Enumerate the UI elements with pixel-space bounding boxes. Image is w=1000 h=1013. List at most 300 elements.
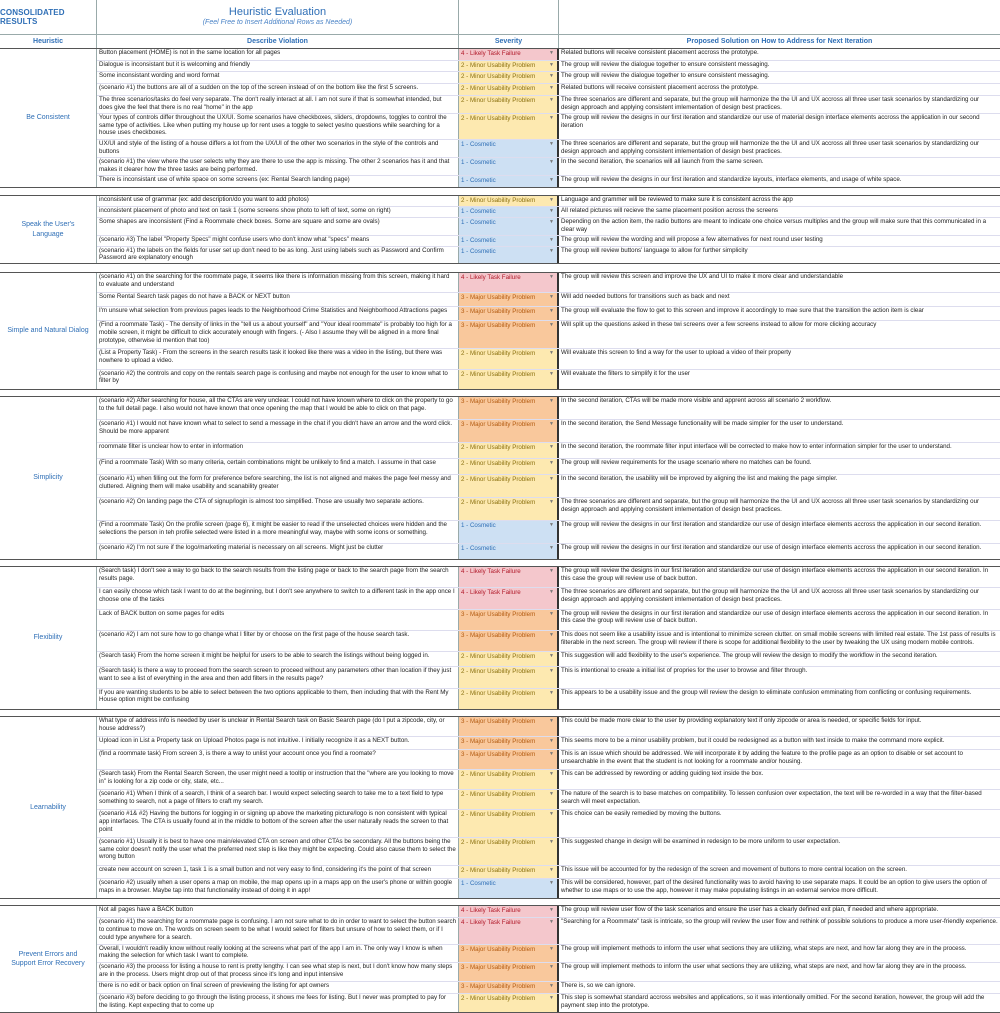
- dropdown-arrow-icon[interactable]: ▼: [549, 945, 554, 952]
- dropdown-arrow-icon[interactable]: ▼: [549, 85, 554, 92]
- severity-value: 1 - Cosmetic: [461, 236, 496, 244]
- severity-dropdown[interactable]: [459, 218, 559, 235]
- solution-cell[interactable]: The three scenarios are different and separate, but the group will harmonize the the UI and UX accross all three user task scenarios by standardizing our design approach and applying consistent imlementation of design best practices.: [561, 588, 980, 604]
- violation-cell[interactable]: (scenario #2) After searching for house, all the CTAs are very unclear. I could not have known where to click on the property to go to the full detail page. I also would not have known that once opening the map that I would be able to click on that page.: [97, 397, 459, 419]
- dropdown-arrow-icon[interactable]: ▼: [549, 350, 554, 357]
- dropdown-arrow-icon[interactable]: ▼: [549, 208, 554, 214]
- solution-cell[interactable]: This step is somewhat standard accross websites and applications, so it was intentionally omitted. For the second iteration, however, the group will add the payment step into the prototype.: [561, 994, 985, 1010]
- solution-cell[interactable]: In the second iteration, the usability will be improved by aligning the list and making the page simpler.: [561, 475, 838, 483]
- column-headers: [0, 35, 1000, 49]
- solution-cell[interactable]: The group will review user flow of the task scenarios and ensure the user has a clearly defined exit plan, if needed and where appropriate.: [561, 906, 939, 913]
- dropdown-arrow-icon[interactable]: ▼: [549, 964, 554, 971]
- violation-rows: [97, 397, 1000, 559]
- table-row: [97, 544, 1000, 559]
- solution-cell[interactable]: The group will review the dialogue together to ensure consistent messaging.: [561, 60, 770, 68]
- solution-cell[interactable]: All related pictures will recieve the same placement position across the screens: [561, 207, 779, 214]
- severity-dropdown[interactable]: [459, 72, 559, 83]
- solution-cell[interactable]: Depending on the action item, the radio buttons are meant to indicate one choice versus multiples and the group will make sure that this communicated in a clear way: [561, 218, 987, 233]
- violation-cell[interactable]: What type of address info is needed by user is unclear in Rental Search task on Basic Search page (do I put a zipcode, city, or house address?): [97, 717, 459, 736]
- dropdown-arrow-icon[interactable]: ▼: [549, 544, 554, 551]
- dropdown-arrow-icon[interactable]: ▼: [549, 907, 554, 913]
- col-severity: Severity: [459, 35, 559, 48]
- table-row: [97, 247, 1000, 264]
- severity-value: 2 - Minor Usability Problem: [461, 350, 536, 358]
- heuristic-label: Speak the User's Language: [0, 196, 97, 263]
- dropdown-arrow-icon[interactable]: ▼: [549, 476, 554, 483]
- violation-cell[interactable]: (scenario #1) the buttons are all of a sudden on the top of the screen instead of on the bottom like the first 5 screens.: [97, 84, 459, 95]
- solution-cell[interactable]: This does not seem like a usability issue and is intentional to minimize screen clutter. on small mobile screens with limited real estate. The 1st pass of results is filterable in the next screen. The group will review if there is scope for additional flexibility to the user by tweaking the UX using modern mobile controls.: [561, 631, 996, 646]
- dropdown-arrow-icon[interactable]: ▼: [549, 294, 554, 301]
- dropdown-arrow-icon[interactable]: ▼: [549, 274, 554, 280]
- severity-dropdown[interactable]: [459, 420, 559, 442]
- dropdown-arrow-icon[interactable]: ▼: [549, 114, 554, 121]
- violation-cell[interactable]: (scenario #3) the process for listing a house to rent is pretty lengthy. I can see what step is next, but I don't know how many steps are in the process. Users might drop out of that process since it's long and input intensive: [97, 963, 459, 981]
- violation-cell[interactable]: (scenario #1) Usually it is best to have one main/elevated CTA on screen and other CTAs be secondary. All the buttons being the same color doesn't notify the user what the preferred next step is like they might be expecting. Could also cause them to select the wrong button: [97, 838, 459, 865]
- violation-cell[interactable]: (Find a roommate Task) - The density of links in the "tell us a about yourself" and "Your ideal roommate" is probably too high for a mobile screen, it might be difficult to click accurately enough with fingers. (- Also I assume they will be aligned in a more final prototype, otherwise id mention that too): [97, 321, 459, 348]
- severity-value: 3 - Major Usability Problem: [461, 398, 536, 405]
- violation-cell[interactable]: Not all pages have a BACK button: [97, 906, 459, 917]
- dropdown-arrow-icon[interactable]: ▼: [549, 50, 554, 56]
- solution-cell[interactable]: The group will review the designs in our first iteration and standardize our use of design interface elements accross the application in our second iteration.: [561, 543, 982, 551]
- severity-value: 2 - Minor Usability Problem: [461, 197, 536, 204]
- severity-dropdown[interactable]: [459, 84, 559, 95]
- violation-cell[interactable]: (scenario #2) On landing page the CTA of signup/login is almost too simplified. Those are usually two separate actions.: [97, 498, 459, 520]
- dropdown-arrow-icon[interactable]: ▼: [549, 521, 554, 528]
- violation-cell[interactable]: (scenario #1) When I think of a search, I think of a search bar. I would expect selecting search to take me to a text field to type something to search, not a page of filters to craft my search.: [97, 790, 459, 809]
- dropdown-arrow-icon[interactable]: ▼: [549, 61, 554, 68]
- violation-cell[interactable]: (List a Property Task) - From the screens in the search results task it looked like there was a video in the listing, but there was nowhere to upload a video.: [97, 349, 459, 368]
- table-row: [97, 140, 1000, 158]
- solution-cell[interactable]: In the second iteration, the roommate filter input interface will be corrected to make how to enter information simpler for the user to understand.: [561, 442, 952, 450]
- violation-cell[interactable]: (scenario #3) The label "Property Specs" might confuse users who don't know what "specs" means: [97, 236, 459, 246]
- severity-value: 3 - Major Usability Problem: [461, 322, 536, 330]
- solution-cell[interactable]: This suggestion will add flexibility to the user's experience. The group will review the design to modify the workflow in the second iteration.: [561, 652, 938, 660]
- solution-cell[interactable]: "Searching for a Roommate" task is intricate, so the group will review the user flow and rethink of possible solutions to produce a more user-friendly experience.: [561, 918, 998, 926]
- solution-cell[interactable]: Will evaluate this screen to find a way for the user to upload a video of their property: [561, 349, 792, 357]
- solution-cell[interactable]: The group will review the designs in our first iteration and standardize our use of design interface elements accross the application in our second iteration. In this case the group will review use of back button.: [561, 609, 989, 625]
- violation-cell[interactable]: (scenario #1) on the searching for the roommate page, it seems like there is information missing from this screen, making it hard to evaluate and understand: [97, 273, 459, 292]
- violation-cell[interactable]: The three scenarios/tasks do feel very separate. The don't really interact at all. I am not sure if that is somewhat intended, but does give the feel that there is no real "home" in the app: [97, 96, 459, 113]
- violation-cell[interactable]: (Search task) From the home screen it might be helpful for users to be able to search the listings without being logged in.: [97, 652, 459, 666]
- violation-cell[interactable]: (scenario #1) the labels on the fields for user set up don't need to be as long. Just using labels such as Password and Confirm Password are explanatory enough: [97, 247, 459, 264]
- solution-cell[interactable]: Related buttons will receive consistent placement accross the prototype.: [561, 49, 759, 56]
- severity-dropdown[interactable]: [459, 443, 559, 458]
- table-row: [97, 906, 1000, 918]
- violation-cell[interactable]: (Search task) From the Rental Search Screen, the user might need a tooltip or instruction that the "where are you looking to move in" is looking for a zip code or city, state, etc...: [97, 770, 459, 789]
- severity-dropdown[interactable]: [459, 770, 559, 789]
- severity-dropdown[interactable]: [459, 459, 559, 474]
- table-row: [97, 838, 1000, 866]
- dropdown-arrow-icon[interactable]: ▼: [549, 610, 554, 617]
- violation-cell[interactable]: (scenario #1) when filling out the form for preference before searching, the list is not aligned and makes the page feel messy and cluttered. Aligning them will make usability and scanability greater: [97, 475, 459, 497]
- dropdown-arrow-icon[interactable]: ▼: [549, 737, 554, 744]
- severity-value: 3 - Major Usability Problem: [461, 308, 536, 316]
- violation-cell[interactable]: (scenario #2) I am not sure how to go change what I filter by or choose on the first page of the house search task.: [97, 631, 459, 651]
- severity-dropdown[interactable]: [459, 397, 559, 419]
- dropdown-arrow-icon[interactable]: ▼: [549, 197, 554, 203]
- severity-dropdown[interactable]: [459, 610, 559, 630]
- table-row: [97, 84, 1000, 96]
- violation-cell[interactable]: If you are wanting students to be able to select between the two options applicable to them, then including that with the Rent My House option might be confusing: [97, 689, 459, 709]
- dropdown-arrow-icon[interactable]: ▼: [549, 983, 554, 990]
- dropdown-arrow-icon[interactable]: ▼: [549, 322, 554, 329]
- violation-cell[interactable]: Upload icon in List a Property task on Upload Photos page is not intuitive. I initially recognize it as a NEXT button.: [97, 737, 459, 749]
- table-row: [97, 49, 1000, 61]
- solution-cell[interactable]: This could be made more clear to the user by providing explanatory text if only zipcode or area is needed, or specific fields for input.: [561, 717, 922, 724]
- dropdown-arrow-icon[interactable]: ▼: [549, 459, 554, 466]
- solution-cell[interactable]: This choice can be easily remedied by moving the buttons.: [561, 810, 722, 818]
- severity-dropdown[interactable]: [459, 49, 559, 60]
- solution-cell[interactable]: The group will implement methods to inform the user what sections they are utilizing, what steps are next, and how far along they are in the process.: [561, 963, 967, 971]
- violation-cell[interactable]: Some shapes are inconsistent (Find a Roommate check boxes. Some are square and some are ovals): [97, 218, 459, 235]
- severity-dropdown[interactable]: [459, 236, 559, 246]
- severity-value: 1 - Cosmetic: [461, 521, 496, 529]
- severity-dropdown[interactable]: [459, 994, 559, 1012]
- table-row: [97, 176, 1000, 187]
- severity-value: 3 - Major Usability Problem: [461, 751, 536, 759]
- solution-cell[interactable]: Related buttons will receive consistent placement accross the prototype.: [561, 84, 759, 92]
- violation-cell[interactable]: (Find a roommate Task) With so many criteria, certain combinations might be unlikely to find a match. I assume in that case: [97, 459, 459, 474]
- severity-dropdown[interactable]: [459, 176, 559, 187]
- heuristic-label: Be Consistent: [0, 49, 97, 187]
- dropdown-arrow-icon[interactable]: ▼: [549, 811, 554, 818]
- severity-dropdown[interactable]: [459, 866, 559, 878]
- severity-value: 1 - Cosmetic: [461, 247, 496, 255]
- severity-dropdown[interactable]: [459, 321, 559, 348]
- col-heuristic: Heuristic: [0, 35, 97, 48]
- severity-dropdown[interactable]: [459, 838, 559, 865]
- table-row: [97, 918, 1000, 944]
- severity-value: 3 - Major Usability Problem: [461, 737, 536, 745]
- table-row: [97, 810, 1000, 838]
- severity-value: 3 - Major Usability Problem: [461, 610, 536, 618]
- dropdown-arrow-icon[interactable]: ▼: [549, 443, 554, 450]
- severity-dropdown[interactable]: [459, 717, 559, 736]
- violation-cell[interactable]: (Search task) Is there a way to proceed from the search screen to proceed without any parameters other than location if they just want to see a list of everything in the area and then add filters in the results page?: [97, 667, 459, 687]
- dropdown-arrow-icon[interactable]: ▼: [549, 308, 554, 315]
- severity-dropdown[interactable]: [459, 737, 559, 749]
- dropdown-arrow-icon[interactable]: ▼: [549, 370, 554, 377]
- violation-cell[interactable]: (scenario #2) the controls and copy on the rentals search page is confusing and maybe not enough for the user to know what to filter by: [97, 370, 459, 389]
- severity-dropdown[interactable]: [459, 689, 559, 709]
- violation-cell[interactable]: (scenario #1) I would not have known what to select to send a message in the chat if you didn't have an arrow and the word click. Should be more apparent: [97, 420, 459, 442]
- solution-cell[interactable]: The three scenarios are different and separate, but the group will harmonize the the UI and UX accross all three user task scenarios by standardizing our design approach and applying consistent imlementation of design best practices.: [561, 139, 980, 155]
- violation-cell[interactable]: (scenario #3) before deciding to go through the listing process, it shows me fees for listing. But I never was prompted to pay for the listing. Kept expecting that to come up: [97, 994, 459, 1012]
- severity-dropdown[interactable]: [459, 879, 559, 898]
- dropdown-arrow-icon[interactable]: ▼: [549, 568, 554, 574]
- severity-dropdown[interactable]: [459, 906, 559, 917]
- severity-dropdown[interactable]: [459, 945, 559, 963]
- violation-cell[interactable]: create new account on screen 1, task 1 is a small button and not very easy to find, considering it's the point of that screen: [97, 866, 459, 878]
- dropdown-arrow-icon[interactable]: ▼: [549, 247, 554, 254]
- violation-cell[interactable]: Dialogue is inconsistant but it is welcoming and friendly: [97, 61, 459, 72]
- severity-value: 1 - Cosmetic: [461, 159, 496, 167]
- dropdown-arrow-icon[interactable]: ▼: [549, 880, 554, 886]
- solution-cell[interactable]: The group will review this screen and improve the UX and UI to make it more clear and understandable: [561, 273, 844, 280]
- page-subtitle: (Feel Free to Insert Additional Rows as Needed): [202, 19, 353, 26]
- solution-cell[interactable]: This will be considered, however, part of the desired functionality was to avoid having to use separate maps. It could be an option to give users the option of whether to use maps or to use the app, however it may make populating listings in an external service more difficult.: [561, 879, 987, 894]
- violation-cell[interactable]: roommate filter is unclear how to enter in information: [97, 443, 459, 458]
- heuristic-section: [0, 566, 1000, 710]
- dropdown-arrow-icon[interactable]: ▼: [549, 751, 554, 758]
- violation-cell[interactable]: (scenario #1& #2) Having the buttons for logging in or signing up above the marketing picture/logo is non consistent with typical app interfaces. The CTA is usually found at in the middle to bottom of the screen after the user naturally reads the screen to that point: [97, 810, 459, 837]
- severity-dropdown[interactable]: [459, 918, 559, 943]
- solution-cell[interactable]: The group will review buttons' language to allow for further simplicity: [561, 246, 748, 254]
- violation-cell[interactable]: Overall, I wouldn't readily know without really looking at the screens what part of the app I am in. The only way I know is when making the selection for which task I want to complete.: [97, 945, 459, 963]
- severity-dropdown[interactable]: [459, 96, 559, 113]
- table-row: [97, 420, 1000, 443]
- severity-value: 1 - Cosmetic: [461, 208, 496, 215]
- solution-cell[interactable]: This is intentional to create a initial list of propries for the user to browse and filter through.: [561, 667, 808, 675]
- violation-cell[interactable]: Lack of BACK button on some pages for edits: [97, 610, 459, 630]
- table-row: [97, 689, 1000, 709]
- severity-dropdown[interactable]: [459, 207, 559, 217]
- table-row: [97, 631, 1000, 652]
- heuristic-section: [0, 48, 1000, 188]
- heuristic-label: Learnability: [0, 717, 97, 898]
- severity-dropdown[interactable]: [459, 750, 559, 769]
- table-row: [97, 196, 1000, 207]
- dropdown-arrow-icon[interactable]: ▼: [549, 653, 554, 660]
- table-row: [97, 982, 1000, 994]
- severity-dropdown[interactable]: [459, 498, 559, 520]
- dropdown-arrow-icon[interactable]: ▼: [549, 420, 554, 427]
- table-row: [97, 158, 1000, 176]
- dropdown-arrow-icon[interactable]: ▼: [549, 866, 554, 873]
- severity-value: 2 - Minor Usability Problem: [461, 653, 536, 661]
- violation-cell[interactable]: (Find a roommate Task) On the profile screen (page 6), it might be easier to read if the unselected choices were hidden and the selections the person in teh profile selected were listed in a more meaningful way, maybe with some icons or something.: [97, 521, 459, 543]
- solution-cell[interactable]: The group will review requirements for the usage scenario where no matches can be found.: [561, 458, 812, 466]
- violation-cell[interactable]: I can easily choose which task I want to do at the beginning, but I don't see anywhere to switch to a different task in the app once I choose one of the tasks: [97, 588, 459, 608]
- violation-cell[interactable]: inconsistent use of grammar (ex: add description/do you want to add photos): [97, 196, 459, 206]
- table-row: [97, 879, 1000, 898]
- solution-cell[interactable]: The group will implement methods to inform the user what sections they are utilizing, what steps are next, and how far along they are in the process.: [561, 944, 967, 952]
- severity-value: 2 - Minor Usability Problem: [461, 811, 536, 819]
- dropdown-arrow-icon[interactable]: ▼: [549, 689, 554, 696]
- table-row: [97, 370, 1000, 389]
- table-row: [97, 737, 1000, 750]
- solution-cell[interactable]: The group will review the designs in our first iteration and standardize our use of design interface elements accross the application in our second iteration.: [561, 520, 982, 528]
- severity-value: 2 - Minor Usability Problem: [461, 668, 536, 676]
- table-row: [97, 667, 1000, 688]
- dropdown-arrow-icon[interactable]: ▼: [549, 73, 554, 80]
- violation-cell[interactable]: (scenario #2) I'm not sure if the logo/marketing material is necessary on all screens. Might just be clutter: [97, 544, 459, 559]
- severity-dropdown[interactable]: [459, 61, 559, 72]
- solution-cell[interactable]: This appears to be a usability issue and the group will review the design to eliminate confusion emminating from conflicting or confusing requirements.: [561, 688, 972, 696]
- violation-cell[interactable]: There is inconsistant use of white space on some screens (ex: Rental Search landing page): [97, 176, 459, 187]
- table-row: [97, 945, 1000, 964]
- dropdown-arrow-icon[interactable]: ▼: [549, 771, 554, 778]
- solution-cell[interactable]: The group will review the dialogue together to ensure consistent messaging.: [561, 72, 770, 80]
- severity-value: 2 - Minor Usability Problem: [461, 96, 536, 104]
- table-row: [97, 273, 1000, 293]
- severity-value: 1 - Cosmetic: [461, 177, 496, 185]
- severity-value: 2 - Minor Usability Problem: [461, 866, 536, 874]
- dropdown-arrow-icon[interactable]: ▼: [549, 668, 554, 675]
- solution-cell[interactable]: This can be addressed by rewording or adding guiding text inside the box.: [561, 770, 764, 778]
- heuristic-section: [0, 272, 1000, 390]
- solution-cell[interactable]: This is an issue which should be addressed. We will incorporate it by adding the feature to the profile page as an option to disable or set account to unsearchable in the event that the student is not looking for a roommate and/or housing.: [561, 750, 963, 766]
- dropdown-arrow-icon[interactable]: ▼: [549, 718, 554, 724]
- violation-cell[interactable]: Your types of controls differ throughout the UX/UI. Some scenarios have checkboxes, sliders, dropdowns, toggles to control the same type of activities. Like when putting my house up for rent uses a toggle to select yes/no questions while searching for a house uses checkboxes.: [97, 114, 459, 139]
- severity-value: 2 - Minor Usability Problem: [461, 85, 536, 93]
- table-row: [97, 498, 1000, 521]
- severity-dropdown[interactable]: [459, 349, 559, 368]
- severity-value: 2 - Minor Usability Problem: [461, 995, 536, 1003]
- table-row: [97, 207, 1000, 218]
- severity-value: 2 - Minor Usability Problem: [461, 499, 536, 507]
- solution-cell[interactable]: Will add needed buttons for transitions such as back and next: [561, 293, 730, 301]
- empty-header-cell: [459, 0, 559, 34]
- dropdown-arrow-icon[interactable]: ▼: [549, 838, 554, 845]
- severity-value: 1 - Cosmetic: [461, 544, 496, 552]
- solution-cell[interactable]: The nature of the search is to base matches on compatibility. To lessen confusion over expectation, the text will be re-worded in a way that the filter-based search will meet expectation.: [561, 790, 982, 805]
- dropdown-arrow-icon[interactable]: ▼: [549, 632, 554, 639]
- dropdown-arrow-icon[interactable]: ▼: [549, 791, 554, 798]
- solution-cell[interactable]: This issue will be accounted for by the redesign of the screen and movement of buttons to more central location on the screen.: [561, 865, 908, 873]
- severity-dropdown[interactable]: [459, 475, 559, 497]
- dropdown-arrow-icon[interactable]: ▼: [549, 398, 554, 404]
- solution-cell[interactable]: The group will review the designs in our first iteration and standardize our use of design interface elements accross the application in our second iteration. In this case the group will review use of back button.: [561, 567, 989, 582]
- severity-value: 2 - Minor Usability Problem: [461, 73, 536, 81]
- severity-dropdown[interactable]: [459, 114, 559, 139]
- severity-value: 1 - Cosmetic: [461, 219, 496, 226]
- severity-dropdown[interactable]: [459, 273, 559, 292]
- violation-cell[interactable]: Some Rental Search task pages do not have a BACK or NEXT button: [97, 293, 459, 306]
- severity-value: 3 - Major Usability Problem: [461, 294, 536, 302]
- table-row: [97, 443, 1000, 459]
- severity-dropdown[interactable]: [459, 982, 559, 993]
- solution-cell[interactable]: This suggested change in design will be examined in redesign to be more uniform to user expectation.: [561, 837, 841, 845]
- severity-value: 3 - Major Usability Problem: [461, 945, 536, 953]
- solution-cell[interactable]: There is, so we can ignore.: [561, 982, 636, 990]
- col-solution: Proposed Solution on How to Address for Next Iteration: [686, 38, 873, 45]
- severity-value: 2 - Minor Usability Problem: [461, 370, 536, 378]
- violation-cell[interactable]: (scenario #1) the searching for a roommate page is confusing. I am not sure what to do in order to want to select the button search to continue to move on. The words on screen seem to be what I would select for filters but unsure of how to select them, or if I could type anywhere for a search.: [97, 918, 459, 943]
- table-row: [97, 717, 1000, 737]
- table-row: [97, 790, 1000, 810]
- severity-value: 3 - Major Usability Problem: [461, 632, 536, 640]
- table-row: [97, 588, 1000, 609]
- dropdown-arrow-icon[interactable]: ▼: [549, 236, 554, 243]
- violation-cell[interactable]: (scenario #1) the view where the user selects why they are there to use the app is missing. The other 2 scenarios has it and that makes it clearer how the three tasks are being performed.: [97, 158, 459, 175]
- severity-dropdown[interactable]: [459, 652, 559, 666]
- violation-cell[interactable]: I'm unsure what selection from previous pages leads to the Neighborhood Crime Statistics and Neighborhood Attractions pages: [97, 307, 459, 320]
- severity-dropdown[interactable]: [459, 544, 559, 559]
- solution-cell[interactable]: The three scenarios are different and separate, but the group will harmonize the the UI and UX accross all three user task scenarios by standardizing our design approach and applying consistent imlementation of design best practices.: [561, 95, 980, 111]
- severity-dropdown[interactable]: [459, 631, 559, 651]
- solution-cell[interactable]: In the second iteration, the scenarios will all launch from the same screen.: [561, 158, 764, 166]
- severity-dropdown[interactable]: [459, 370, 559, 389]
- severity-dropdown[interactable]: [459, 588, 559, 608]
- severity-dropdown[interactable]: [459, 810, 559, 837]
- severity-value: 2 - Minor Usability Problem: [461, 61, 536, 69]
- table-row: [97, 293, 1000, 307]
- severity-value: 3 - Major Usability Problem: [461, 420, 536, 428]
- table-row: [97, 236, 1000, 247]
- severity-dropdown[interactable]: [459, 158, 559, 175]
- table-row: [97, 459, 1000, 475]
- dropdown-arrow-icon[interactable]: ▼: [549, 159, 554, 166]
- violation-cell[interactable]: (scenario #2) usually when a user opens a map on mobile, the map opens up in a maps app on the user's phone or within google maps in a browser. Maybe tap into that functionality instead of doing it in app!: [97, 879, 459, 898]
- solution-cell[interactable]: The group will review the designs in our first iteration and standardize layouts, interface elements, and usage of white space.: [561, 176, 902, 184]
- violation-cell[interactable]: UX/UI and style of the listing of a house differs a lot from the UX/UI of the other two scenarios in the style of the controls and buttons: [97, 140, 459, 157]
- dropdown-arrow-icon[interactable]: ▼: [549, 96, 554, 103]
- heuristic-label: Simplicity: [0, 397, 97, 559]
- severity-value: 3 - Major Usability Problem: [461, 983, 536, 991]
- dropdown-arrow-icon[interactable]: ▼: [549, 219, 554, 225]
- solution-cell[interactable]: In the second iteration, CTAs will be made more visible and apprent across all scenario 2 workflow.: [561, 397, 832, 404]
- solution-cell[interactable]: The group will evaluate the flow to get to this screen and improve it accordingly to mae sure that the transition the action item is clear: [561, 307, 924, 315]
- severity-dropdown[interactable]: [459, 567, 559, 587]
- dropdown-arrow-icon[interactable]: ▼: [549, 140, 554, 147]
- solution-cell[interactable]: The group will review the designs in our first iteration and standardize our use of material design interface elements accross the application in our second iteration: [561, 113, 980, 129]
- violation-rows: [97, 717, 1000, 898]
- table-row: [97, 652, 1000, 667]
- solution-cell[interactable]: This seems more to be a minor usability problem, but it could be redesigned as a button with text inside to make the command more explicit.: [561, 736, 945, 744]
- violation-cell[interactable]: Button placement (HOME) is not in the same location for all pages: [97, 49, 459, 60]
- violation-cell[interactable]: Some inconsistant wording and word format: [97, 72, 459, 83]
- severity-dropdown[interactable]: [459, 293, 559, 306]
- table-row: [97, 96, 1000, 114]
- solution-cell[interactable]: Language and grammer will be reviewed to make sure it is consistent across the app: [561, 196, 793, 203]
- solution-cell[interactable]: Will evaluate the filters to simplify it for the user: [561, 369, 690, 377]
- severity-dropdown[interactable]: [459, 307, 559, 320]
- table-row: [97, 307, 1000, 321]
- severity-value: 2 - Minor Usability Problem: [461, 791, 536, 799]
- severity-dropdown[interactable]: [459, 667, 559, 687]
- dropdown-arrow-icon[interactable]: ▼: [549, 177, 554, 184]
- severity-value: 4 - Likely Task Failure: [461, 568, 521, 575]
- solution-cell[interactable]: In the second iteration, the Send Message functionality will be made simpler for the user to understand.: [561, 419, 844, 427]
- table-row: [97, 61, 1000, 73]
- violation-cell[interactable]: (find a roommate task) From screen 3, is there a way to unlist your account once you find a roomate?: [97, 750, 459, 769]
- dropdown-arrow-icon[interactable]: ▼: [549, 919, 554, 926]
- severity-dropdown[interactable]: [459, 140, 559, 157]
- table-row: [97, 218, 1000, 236]
- solution-cell[interactable]: The three scenarios are different and separate, but the group will harmonize the the UI and UX accross all three user task scenarios by standardizing our design approach and applying consistent imlementation of design best practices.: [561, 498, 980, 513]
- heuristic-section: [0, 396, 1000, 560]
- severity-dropdown[interactable]: [459, 521, 559, 543]
- solution-cell[interactable]: Will split up the questions asked in these twi screens over a few screens instead to allow for more clicking accuracy: [561, 321, 877, 329]
- severity-dropdown[interactable]: [459, 196, 559, 206]
- table-row: [97, 475, 1000, 498]
- solution-cell[interactable]: The group will review the wording and will propose a few alternatives for next round user testing: [561, 235, 823, 243]
- heuristic-label: Simple and Natural Dialog: [0, 273, 97, 389]
- violation-cell[interactable]: (Search task) I don't see a way to go back to the search results from the listing page or back to the search page from the search results page.: [97, 567, 459, 587]
- dropdown-arrow-icon[interactable]: ▼: [549, 499, 554, 506]
- severity-dropdown[interactable]: [459, 247, 559, 264]
- severity-dropdown[interactable]: [459, 790, 559, 809]
- table-row: [97, 397, 1000, 420]
- severity-value: 4 - Likely Task Failure: [461, 274, 521, 281]
- heuristic-section: [0, 716, 1000, 899]
- dropdown-arrow-icon[interactable]: ▼: [549, 589, 554, 596]
- violation-rows: [97, 906, 1000, 1012]
- dropdown-arrow-icon[interactable]: ▼: [549, 995, 554, 1002]
- severity-dropdown[interactable]: [459, 963, 559, 981]
- severity-value: 1 - Cosmetic: [461, 880, 496, 887]
- violation-cell[interactable]: there is no edit or back option on final screen of previewing the listing for apt owners: [97, 982, 459, 993]
- severity-value: 2 - Minor Usability Problem: [461, 114, 536, 122]
- violation-rows: [97, 196, 1000, 263]
- severity-value: 2 - Minor Usability Problem: [461, 443, 536, 451]
- severity-value: 2 - Minor Usability Problem: [461, 771, 536, 779]
- violation-cell[interactable]: inconsistent placement of photo and text on task 1 (some screens show photo to left of text, some on right): [97, 207, 459, 217]
- violation-rows: [97, 49, 1000, 187]
- table-row: [97, 521, 1000, 544]
- title-cell: [97, 0, 459, 34]
